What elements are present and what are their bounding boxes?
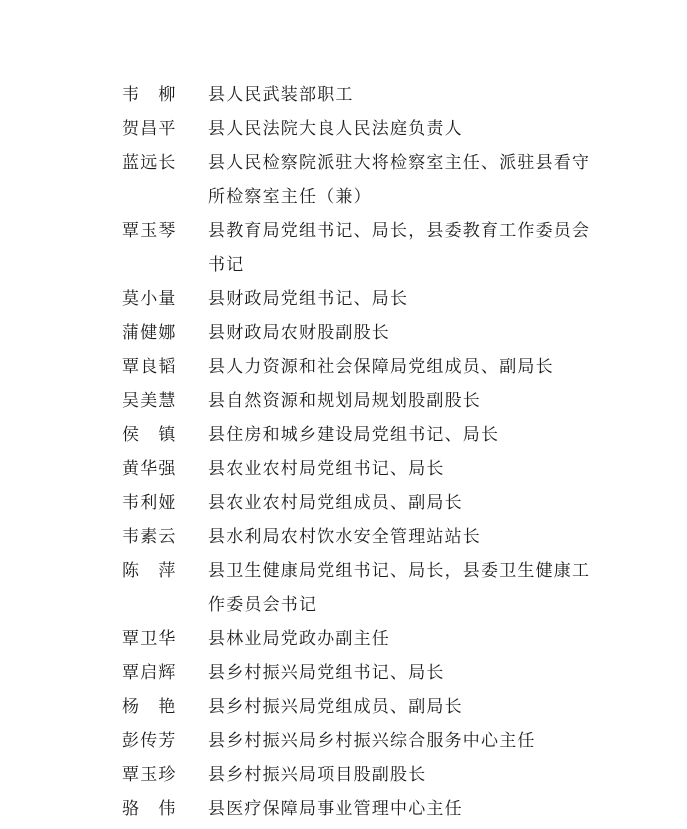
member-name: 蓝远长: [122, 153, 177, 173]
list-item: [122, 452, 612, 486]
member-title: 县医疗保障局事业管理中心主任: [208, 799, 463, 819]
member-title: 县水利局农村饮水安全管理站站长: [208, 527, 481, 547]
member-name: 覃玉珍: [122, 765, 177, 785]
list-item: [122, 656, 612, 690]
member-title: 县教育局党组书记、局长，县委教育工作委员会 书记: [208, 221, 591, 275]
member-title: 县卫生健康局党组书记、局长，县委卫生健康工 作委员会书记: [208, 561, 591, 615]
list-item: [122, 792, 612, 826]
member-title: 县林业局党政办副主任: [208, 629, 390, 649]
member-name: 骆 伟: [122, 799, 177, 819]
member-name: 覃启辉: [122, 663, 177, 683]
list-item: [122, 112, 612, 146]
member-title: 县人民检察院派驻大将检察室主任、派驻县看守 所检察室主任（兼）: [208, 153, 591, 207]
member-name: 陈 萍: [122, 561, 177, 581]
list-item: [122, 316, 612, 350]
member-name: 莫小量: [122, 289, 177, 309]
list-item: [122, 350, 612, 384]
member-name: 贺昌平: [122, 119, 177, 139]
member-name: 彭传芳: [122, 731, 177, 751]
member-title: 县农业农村局党组成员、副局长: [208, 493, 463, 513]
list-item: [122, 282, 612, 316]
member-title: 县人民法院大良人民法庭负责人: [208, 119, 463, 139]
member-name: 覃良韬: [122, 357, 177, 377]
member-title: 县财政局党组书记、局长: [208, 289, 409, 309]
member-name: 韦 柳: [122, 85, 177, 105]
member-title: 县人民武装部职工: [208, 85, 354, 105]
member-title: 县住房和城乡建设局党组书记、局长: [208, 425, 500, 445]
list-item: [122, 724, 612, 758]
list-item: [122, 690, 612, 724]
list-item: [122, 384, 612, 418]
list-item: [122, 622, 612, 656]
member-name: 吴美慧: [122, 391, 177, 411]
member-name: 覃玉琴: [122, 221, 177, 241]
member-title: 县乡村振兴局党组成员、副局长: [208, 697, 463, 717]
member-name: 侯 镇: [122, 425, 177, 445]
list-item: [122, 146, 612, 214]
list-item: [122, 486, 612, 520]
list-item: [122, 520, 612, 554]
member-title: 县乡村振兴局党组书记、局长: [208, 663, 445, 683]
member-name: 覃卫华: [122, 629, 177, 649]
member-name: 韦素云: [122, 527, 177, 547]
member-name: 韦利娅: [122, 493, 177, 513]
member-title: 县农业农村局党组书记、局长: [208, 459, 445, 479]
member-title: 县自然资源和规划局规划股副股长: [208, 391, 481, 411]
member-title: 县乡村振兴局乡村振兴综合服务中心主任: [208, 731, 536, 751]
member-list: [122, 78, 612, 826]
list-item: [122, 214, 612, 282]
list-item: [122, 758, 612, 792]
list-item: [122, 554, 612, 622]
member-title: 县乡村振兴局项目股副股长: [208, 765, 427, 785]
list-item: [122, 418, 612, 452]
member-name: 杨 艳: [122, 697, 177, 717]
member-name: 黄华强: [122, 459, 177, 479]
member-title: 县人力资源和社会保障局党组成员、副局长: [208, 357, 554, 377]
member-name: 蒲健娜: [122, 323, 177, 343]
list-item: [122, 78, 612, 112]
member-title: 县财政局农财股副股长: [208, 323, 390, 343]
